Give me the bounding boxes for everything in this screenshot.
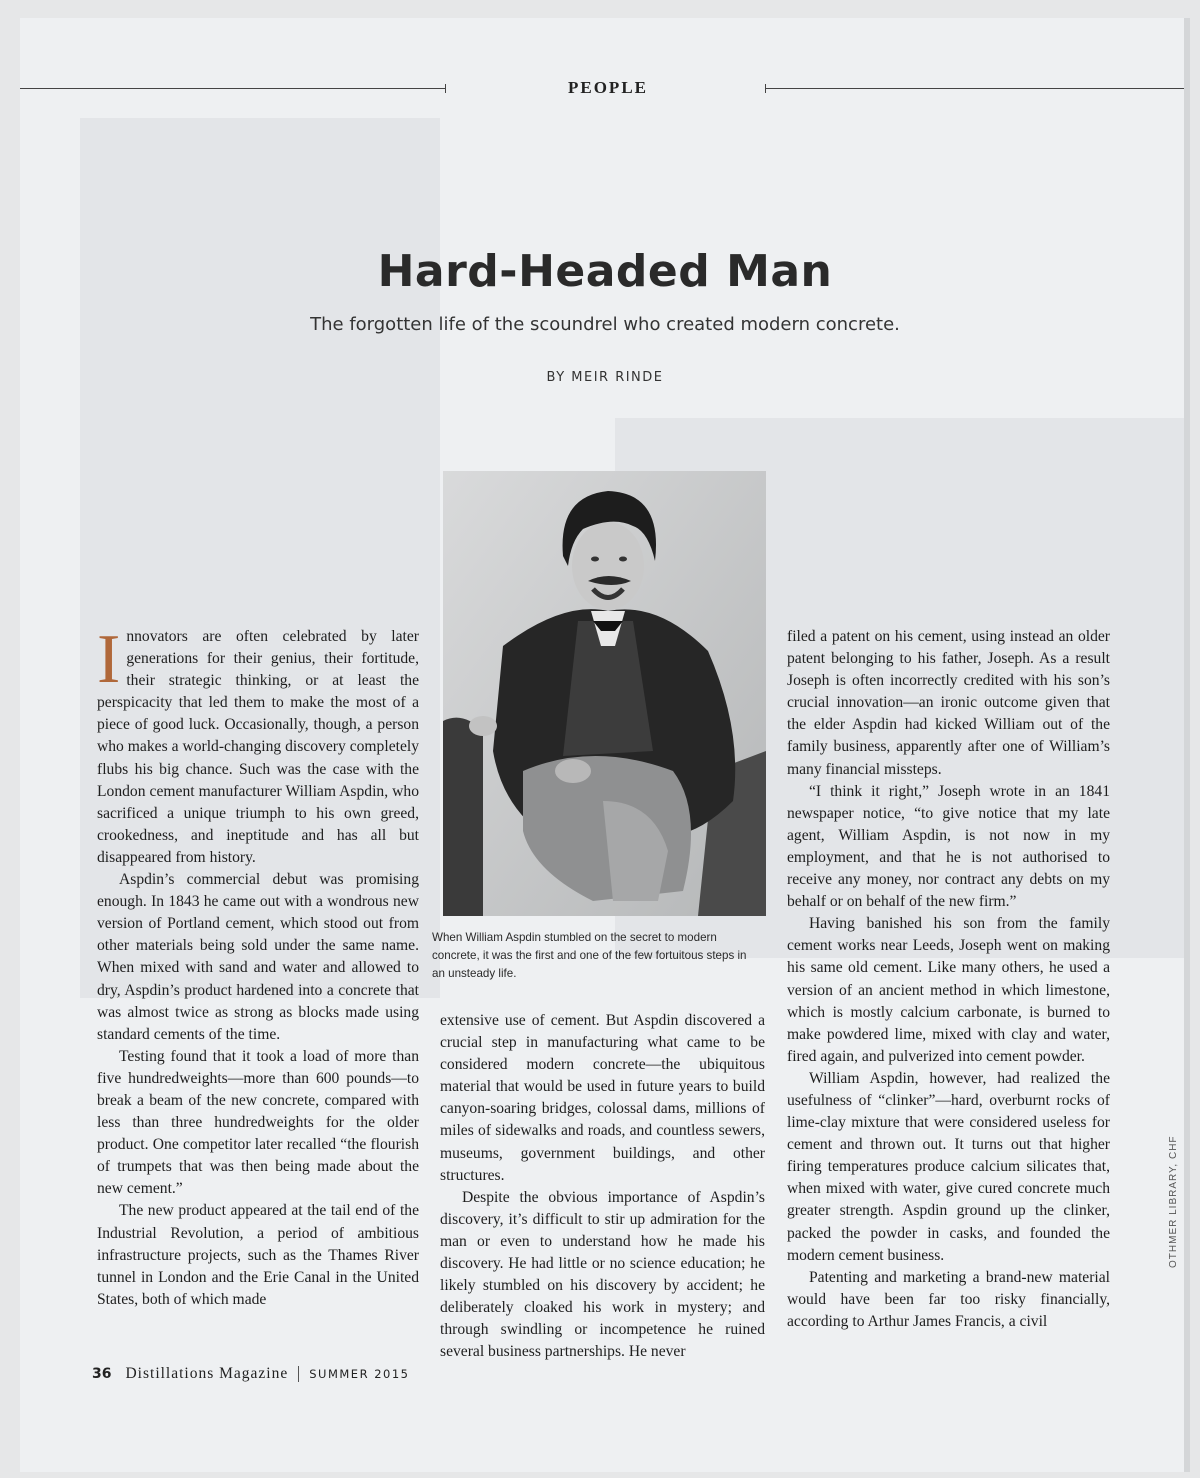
- paragraph: The new product appeared at the tail end of the Industrial Revolution, a period of ambitious infrastructure projects, such as the Thames River tunnel in London and the Erie Canal in the United States, both of which made: [97, 1202, 419, 1308]
- paragraph: filed a patent on his cement, using instead an older patent belonging to his father, Joseph. As a result Joseph is often incorrectly credited with his son’s crucial innovation—an ironic outcome given that the elder Aspdin had kicked William out of the family business, apparently after one of William’s many financial missteps.: [787, 628, 1110, 778]
- paragraph: Patenting and marketing a brand-new material would have been far too risky financially, according to Arthur James Francis, a civil: [787, 1268, 1110, 1330]
- section-label: PEOPLE: [567, 78, 648, 97]
- portrait-photo: [443, 471, 766, 916]
- article-column-2: [440, 1010, 765, 1364]
- library-credit: OTHMER LIBRARY, CHF: [1168, 1135, 1179, 1268]
- portrait-illustration: [443, 471, 766, 916]
- paragraph: William Aspdin, however, had realized the usefulness of “clinker”—hard, overburnt rocks of lime-clay mixture that were considered useless for cement and thrown out. It turns out that higher firing temperatures produce calcium silicates that, when mixed with water, give cured concrete much greater strength. Aspdin ground up the clinker, packed the powder in casks, and founded the modern cement business.: [787, 1069, 1110, 1264]
- paragraph: Aspdin’s commercial debut was promising enough. In 1843 he came out with a wondrous new version of Portland cement, which stood out from other materials being sold under the same name. When mixed with sand and water and allowed to dry, Aspdin’s product hardened into a concrete that was almost twice as strong as blocks made using standard cements of the time.: [97, 871, 419, 1043]
- paragraph: [97, 621, 419, 869]
- page-footer: [92, 1365, 410, 1383]
- article-subtitle: The forgotten life of the scoundrel who created modern concrete.: [310, 314, 900, 335]
- page-number: 36: [92, 1366, 112, 1382]
- drop-cap: I: [97, 621, 121, 698]
- article-byline: BY MEIR RINDE: [546, 370, 664, 385]
- photo-caption: When William Aspdin stumbled on the secret to modern concrete, it was the first and one of the few fortuitous steps in an unsteady life.: [432, 931, 747, 980]
- paragraph: extensive use of cement. But Aspdin discovered a crucial step in manufacturing what came to be considered modern concrete—the ubiquitous material that would be used in future years to build canyon-soaring bridges, colossal dams, millions of miles of sidewalks and roads, and countless sewers, museums, government buildings, and other structures.: [440, 1012, 765, 1184]
- paragraph: “I think it right,” Joseph wrote in an 1841 newspaper notice, “to give notice that my late agent, William Aspdin, is not now in my employment, and that he is not authorised to receive any money, nor contract any debts on my behalf or on behalf of the new firm.”: [787, 782, 1110, 911]
- paragraph: Having banished his son from the family cement works near Leeds, Joseph went on making his same old cement. Like many others, he used a version of an ancient method in which limestone, which is mostly calcium carbonate, is burned to make powdered lime, mixed with clay and water, fired again, and pulverized into cement powder.: [787, 915, 1110, 1065]
- paragraph-text: nnovators are often celebrated by later generations for their genius, their fortitude, their strategic thinking, or at least the perspicacity that led them to make the most of a piece of good luck. Occasionally, though, a person who makes a world-changing discovery completely flubs his big chance. Such was the case with the London cement manufacturer William Aspdin, who sacrificed a unique triumph to his own greed, crookedness, and ineptitude and has all but disappeared from history.: [97, 628, 419, 866]
- footer-divider: [298, 1366, 299, 1382]
- issue-date: SUMMER 2015: [309, 1367, 410, 1381]
- magazine-page: [20, 18, 1190, 1472]
- article-column-3: [787, 626, 1110, 1333]
- magazine-name: Distillations Magazine: [125, 1365, 289, 1382]
- article-column-1: [97, 621, 419, 1311]
- paragraph: Despite the obvious importance of Aspdin’s discovery, it’s difficult to stir up admiration for the man or even to understand how he made his discovery. He had little or no science education; he likely stumbled on his discovery by accident; he deliberately cloaked his work in mystery; and through swindling or incompetence he ruined several business partnerships. He never: [440, 1188, 765, 1361]
- article-title: Hard-Headed Man: [377, 246, 833, 297]
- paragraph: Testing found that it took a load of more than five hundredweights—more than 600 pounds—to break a beam of the new concrete, compared with less than three hundredweights for the older product. One competitor later recalled “the flourish of trumpets that was then being made about the new cement.”: [97, 1047, 419, 1198]
